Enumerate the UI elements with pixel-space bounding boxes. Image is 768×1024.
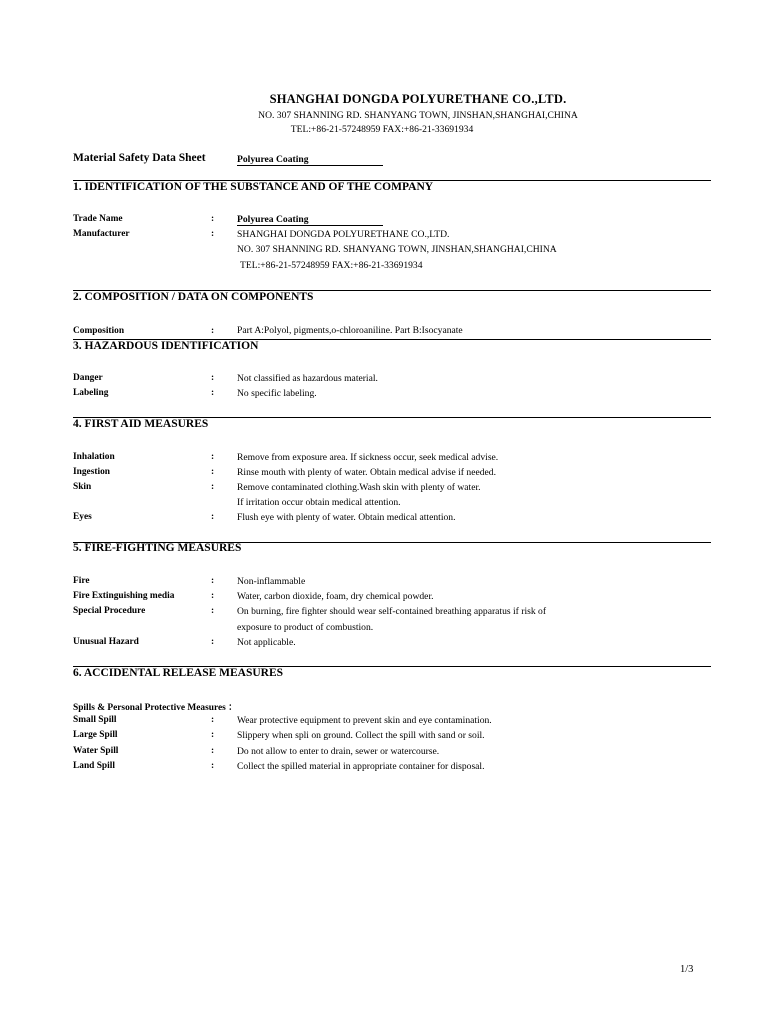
colon: :	[211, 715, 215, 725]
fire-label: Fire	[73, 576, 90, 586]
unusual-hazard-label: Unusual Hazard	[73, 637, 139, 647]
colon: :	[211, 730, 215, 740]
extinguishing-media-label: Fire Extinguishing media	[73, 591, 175, 601]
small-spill-label: Small Spill	[73, 715, 117, 725]
colon: :	[211, 467, 215, 477]
section-6-title: 6. ACCIDENTAL RELEASE MEASURES	[73, 667, 284, 679]
water-spill-value: Do not allow to enter to drain, sewer or watercourse.	[237, 746, 440, 757]
colon: :	[211, 512, 215, 522]
company-address: NO. 307 SHANNING RD. SHANYANG TOWN, JINSHAN,SHANGHAI,CHINA	[258, 110, 578, 121]
unusual-hazard-value: Not applicable.	[237, 637, 296, 648]
document-product-name: Polyurea Coating	[237, 154, 383, 166]
inhalation-value: Remove from exposure area. If sickness occur, seek medical advise.	[237, 452, 499, 463]
fire-value: Non-inflammable	[237, 576, 306, 587]
eyes-value: Flush eye with plenty of water. Obtain medical attention.	[237, 512, 456, 523]
company-tel-fax: TEL:+86-21-57248959 FAX:+86-21-33691934	[290, 124, 474, 135]
colon: :	[211, 761, 215, 771]
water-spill-label: Water Spill	[73, 746, 119, 756]
colon: :	[211, 388, 215, 398]
eyes-label: Eyes	[73, 512, 92, 522]
skin-label: Skin	[73, 482, 92, 492]
composition-label: Composition	[73, 326, 125, 336]
page-number: 1/3	[680, 964, 694, 975]
manufacturer-address: NO. 307 SHANNING RD. SHANYANG TOWN, JINSHAN,SHANGHAI,CHINA	[237, 244, 557, 255]
section-3-title: 3. HAZARDOUS IDENTIFICATION	[73, 340, 259, 352]
colon: :	[211, 746, 215, 756]
section-4-title: 4. FIRST AID MEASURES	[73, 418, 209, 430]
colon: :	[211, 637, 215, 647]
colon: :	[211, 229, 215, 239]
colon: :	[211, 373, 215, 383]
ingestion-value: Rinse mouth with plenty of water. Obtain medical advise if needed.	[237, 467, 496, 478]
section-2-title: 2. COMPOSITION / DATA ON COMPONENTS	[73, 291, 314, 303]
special-procedure-continued: exposure to product of combustion.	[237, 622, 374, 633]
land-spill-value: Collect the spilled material in appropriate container for disposal.	[237, 761, 485, 772]
large-spill-value: Slippery when spli on ground. Collect the spill with sand or soil.	[237, 730, 485, 741]
colon: :	[211, 452, 215, 462]
skin-value-continued: If irritation occur obtain medical attention.	[237, 497, 401, 508]
colon: :	[211, 606, 215, 616]
colon: :	[211, 326, 215, 336]
trade-name-label: Trade Name	[73, 214, 123, 224]
colon: :	[211, 591, 215, 601]
small-spill-value: Wear protective equipment to prevent skin and eye contamination.	[237, 715, 492, 726]
danger-label: Danger	[73, 373, 103, 383]
document-title: Material Safety Data Sheet	[73, 152, 206, 164]
manufacturer-tel: TEL:+86-21-57248959 FAX:+86-21-33691934	[240, 260, 423, 271]
colon: :	[211, 482, 215, 492]
extinguishing-media-value: Water, carbon dioxide, foam, dry chemical powder.	[237, 591, 434, 602]
labeling-label: Labeling	[73, 388, 109, 398]
ingestion-label: Ingestion	[73, 467, 110, 477]
manufacturer-label: Manufacturer	[73, 229, 130, 239]
special-procedure-label: Special Procedure	[73, 606, 146, 616]
section-1-title: 1. IDENTIFICATION OF THE SUBSTANCE AND OF THE COMPANY	[73, 181, 434, 193]
trade-name-value: Polyurea Coating	[237, 214, 383, 226]
labeling-value: No specific labeling.	[237, 388, 317, 399]
large-spill-label: Large Spill	[73, 730, 118, 740]
spills-heading: Spills & Personal Protective Measures ：	[73, 703, 238, 713]
composition-value: Part A:Polyol, pigments,o-chloroaniline. Part B:Isocyanate	[237, 325, 463, 336]
manufacturer-value: SHANGHAI DONGDA POLYURETHANE CO.,LTD.	[237, 229, 450, 240]
land-spill-label: Land Spill	[73, 761, 115, 771]
company-name: SHANGHAI DONGDA POLYURETHANE CO.,LTD.	[269, 92, 567, 106]
inhalation-label: Inhalation	[73, 452, 115, 462]
special-procedure-value: On burning, fire fighter should wear self-contained breathing apparatus if risk of	[237, 606, 547, 617]
colon: :	[211, 576, 215, 586]
danger-value: Not classified as hazardous material.	[237, 373, 378, 384]
colon: :	[211, 214, 215, 224]
section-5-title: 5. FIRE-FIGHTING MEASURES	[73, 542, 242, 554]
skin-value: Remove contaminated clothing.Wash skin with plenty of water.	[237, 482, 481, 493]
